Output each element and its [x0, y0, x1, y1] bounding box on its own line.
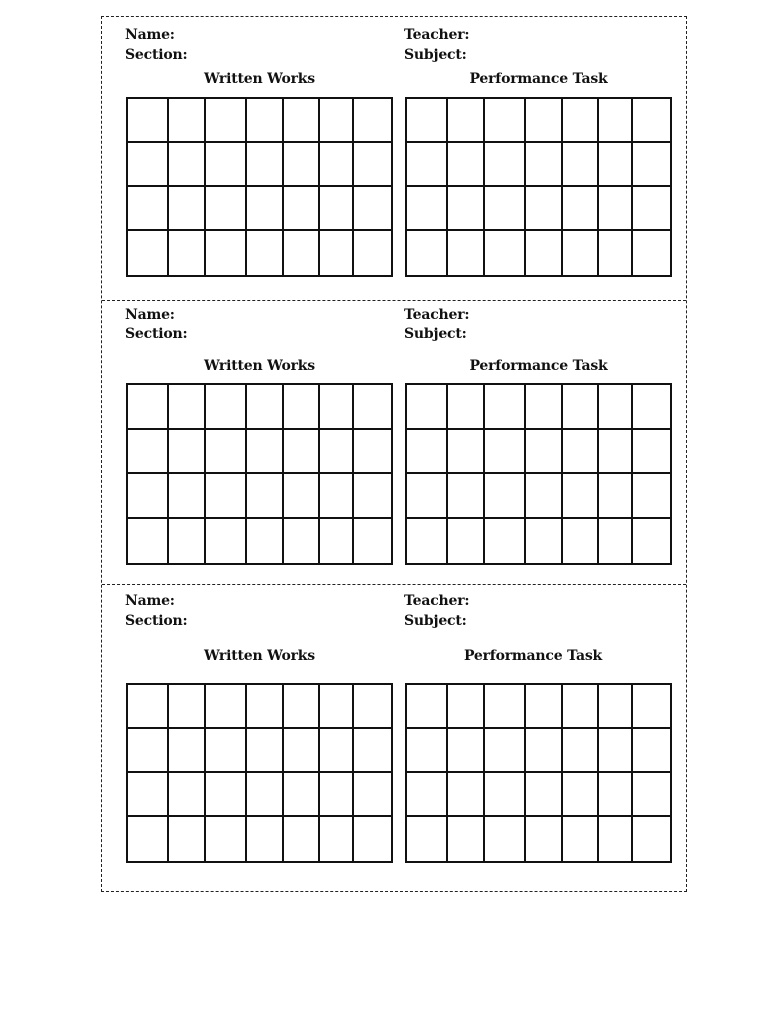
name-label: Name:: [125, 593, 175, 609]
score-cell: [169, 474, 207, 519]
score-cell: [633, 385, 670, 430]
score-cell: [599, 817, 634, 861]
score-cell: [284, 519, 320, 564]
written-works-grid: [126, 97, 393, 277]
score-cell: [284, 99, 320, 143]
score-cell: [485, 99, 526, 143]
score-cell: [169, 385, 207, 430]
score-cell: [563, 187, 599, 231]
score-cell: [526, 231, 563, 275]
teacher-label: Teacher:: [404, 593, 470, 609]
score-cell: [407, 519, 448, 564]
score-cell: [247, 187, 284, 231]
section-label: Section:: [125, 326, 188, 342]
score-cell: [354, 729, 391, 773]
score-cell: [599, 519, 634, 564]
score-cell: [526, 385, 563, 430]
score-cell: [354, 430, 391, 475]
score-cell: [169, 99, 207, 143]
score-cell: [448, 519, 486, 564]
name-label: Name:: [125, 27, 175, 43]
score-cell: [128, 685, 169, 729]
score-cell: [284, 430, 320, 475]
score-cell: [169, 685, 207, 729]
score-cell: [169, 773, 207, 817]
score-cell: [320, 430, 355, 475]
score-cell: [320, 474, 355, 519]
score-cell: [247, 99, 284, 143]
score-cell: [247, 685, 284, 729]
score-cell: [563, 773, 599, 817]
score-cell: [128, 729, 169, 773]
score-cell: [247, 143, 284, 187]
score-cell: [354, 519, 391, 564]
score-cell: [448, 474, 486, 519]
performance-task-title: Performance Task: [469, 71, 608, 87]
teacher-label: Teacher:: [404, 307, 470, 323]
score-cell: [247, 385, 284, 430]
score-cell: [599, 474, 634, 519]
score-cell: [563, 430, 599, 475]
score-cell: [563, 817, 599, 861]
score-cell: [247, 773, 284, 817]
score-cell: [633, 231, 670, 275]
written-works-grid: [126, 383, 393, 565]
score-cell: [633, 474, 670, 519]
score-cell: [354, 385, 391, 430]
written-works-grid: [126, 683, 393, 863]
score-cell: [526, 519, 563, 564]
section-label: Section:: [125, 47, 188, 63]
score-cell: [526, 729, 563, 773]
performance-task-grid: [405, 383, 672, 565]
subject-label: Subject:: [404, 47, 467, 63]
score-cell: [563, 385, 599, 430]
performance-task-title: Performance Task: [469, 358, 608, 374]
score-cell: [354, 817, 391, 861]
score-cell: [320, 817, 355, 861]
score-cell: [526, 99, 563, 143]
score-cell: [407, 685, 448, 729]
score-cell: [633, 817, 670, 861]
score-cell: [485, 519, 526, 564]
score-cell: [128, 773, 169, 817]
score-cell: [599, 385, 634, 430]
score-cell: [485, 385, 526, 430]
score-cell: [206, 231, 247, 275]
score-cell: [448, 99, 486, 143]
score-cell: [320, 729, 355, 773]
score-cell: [633, 143, 670, 187]
score-cell: [169, 430, 207, 475]
score-cell: [563, 474, 599, 519]
score-cell: [320, 773, 355, 817]
score-cell: [563, 143, 599, 187]
score-cell: [563, 729, 599, 773]
score-cell: [407, 474, 448, 519]
score-cell: [354, 143, 391, 187]
score-cell: [407, 187, 448, 231]
score-cell: [448, 231, 486, 275]
score-cell: [485, 685, 526, 729]
score-cell: [206, 187, 247, 231]
score-cell: [485, 729, 526, 773]
score-cell: [563, 231, 599, 275]
teacher-label: Teacher:: [404, 27, 470, 43]
score-cell: [320, 519, 355, 564]
score-cell: [563, 519, 599, 564]
score-cell: [633, 519, 670, 564]
score-cell: [284, 187, 320, 231]
score-cell: [247, 519, 284, 564]
written-works-title: Written Works: [204, 71, 315, 87]
score-cell: [599, 685, 634, 729]
score-cell: [633, 187, 670, 231]
score-cell: [448, 143, 486, 187]
score-cell: [485, 474, 526, 519]
score-cell: [128, 231, 169, 275]
score-cell: [320, 99, 355, 143]
score-cell: [448, 729, 486, 773]
score-cell: [354, 773, 391, 817]
score-cell: [633, 430, 670, 475]
score-cell: [206, 385, 247, 430]
score-cell: [128, 187, 169, 231]
score-cell: [448, 385, 486, 430]
written-works-title: Written Works: [204, 648, 315, 664]
score-cell: [206, 729, 247, 773]
score-cell: [128, 474, 169, 519]
score-cell: [599, 729, 634, 773]
score-cell: [247, 231, 284, 275]
score-cell: [599, 99, 634, 143]
score-cell: [128, 143, 169, 187]
score-cell: [354, 474, 391, 519]
score-cell: [128, 430, 169, 475]
cut-out-sheet: [101, 16, 687, 892]
score-cell: [485, 187, 526, 231]
score-cell: [247, 474, 284, 519]
score-cell: [169, 187, 207, 231]
score-card-2: [102, 301, 686, 585]
score-cell: [407, 729, 448, 773]
score-cell: [633, 99, 670, 143]
score-cell: [320, 385, 355, 430]
score-cell: [633, 685, 670, 729]
score-cell: [128, 519, 169, 564]
score-cell: [485, 143, 526, 187]
score-cell: [169, 143, 207, 187]
score-cell: [206, 817, 247, 861]
score-cell: [407, 817, 448, 861]
score-cell: [206, 99, 247, 143]
score-cell: [284, 385, 320, 430]
score-cell: [407, 430, 448, 475]
score-card-1: [102, 17, 686, 301]
score-cell: [448, 187, 486, 231]
section-label: Section:: [125, 613, 188, 629]
score-cell: [320, 187, 355, 231]
score-cell: [247, 729, 284, 773]
score-cell: [284, 474, 320, 519]
score-cell: [169, 817, 207, 861]
score-cell: [407, 773, 448, 817]
score-cell: [448, 430, 486, 475]
score-cell: [247, 430, 284, 475]
score-cell: [526, 143, 563, 187]
score-cell: [320, 685, 355, 729]
score-cell: [284, 231, 320, 275]
score-cell: [599, 231, 634, 275]
score-cell: [284, 729, 320, 773]
score-cell: [563, 99, 599, 143]
score-cell: [128, 385, 169, 430]
score-cell: [526, 474, 563, 519]
score-cell: [448, 685, 486, 729]
score-cell: [448, 817, 486, 861]
score-cell: [563, 685, 599, 729]
performance-task-grid: [405, 97, 672, 277]
score-cell: [354, 685, 391, 729]
score-card-3: [102, 585, 686, 891]
score-cell: [485, 430, 526, 475]
score-cell: [485, 773, 526, 817]
subject-label: Subject:: [404, 326, 467, 342]
score-cell: [485, 231, 526, 275]
score-cell: [354, 187, 391, 231]
score-cell: [206, 773, 247, 817]
score-cell: [599, 430, 634, 475]
score-cell: [128, 99, 169, 143]
score-cell: [633, 729, 670, 773]
score-cell: [169, 231, 207, 275]
score-cell: [526, 187, 563, 231]
score-cell: [284, 143, 320, 187]
score-cell: [633, 773, 670, 817]
score-cell: [206, 519, 247, 564]
name-label: Name:: [125, 307, 175, 323]
score-cell: [320, 143, 355, 187]
score-cell: [599, 187, 634, 231]
score-cell: [284, 817, 320, 861]
score-cell: [169, 519, 207, 564]
score-cell: [206, 474, 247, 519]
score-cell: [354, 99, 391, 143]
score-cell: [526, 773, 563, 817]
written-works-title: Written Works: [204, 358, 315, 374]
score-cell: [206, 430, 247, 475]
score-cell: [526, 685, 563, 729]
score-cell: [599, 773, 634, 817]
performance-task-title: Performance Task: [463, 648, 603, 664]
score-cell: [448, 773, 486, 817]
score-cell: [407, 231, 448, 275]
score-cell: [407, 385, 448, 430]
score-cell: [284, 773, 320, 817]
score-cell: [247, 817, 284, 861]
score-cell: [407, 143, 448, 187]
score-cell: [169, 729, 207, 773]
score-cell: [354, 231, 391, 275]
score-cell: [206, 143, 247, 187]
score-cell: [599, 143, 634, 187]
score-cell: [526, 817, 563, 861]
score-cell: [284, 685, 320, 729]
subject-label: Subject:: [404, 613, 467, 629]
score-cell: [407, 99, 448, 143]
score-cell: [485, 817, 526, 861]
score-cell: [128, 817, 169, 861]
score-cell: [320, 231, 355, 275]
score-cell: [206, 685, 247, 729]
performance-task-grid: [405, 683, 672, 863]
score-cell: [526, 430, 563, 475]
